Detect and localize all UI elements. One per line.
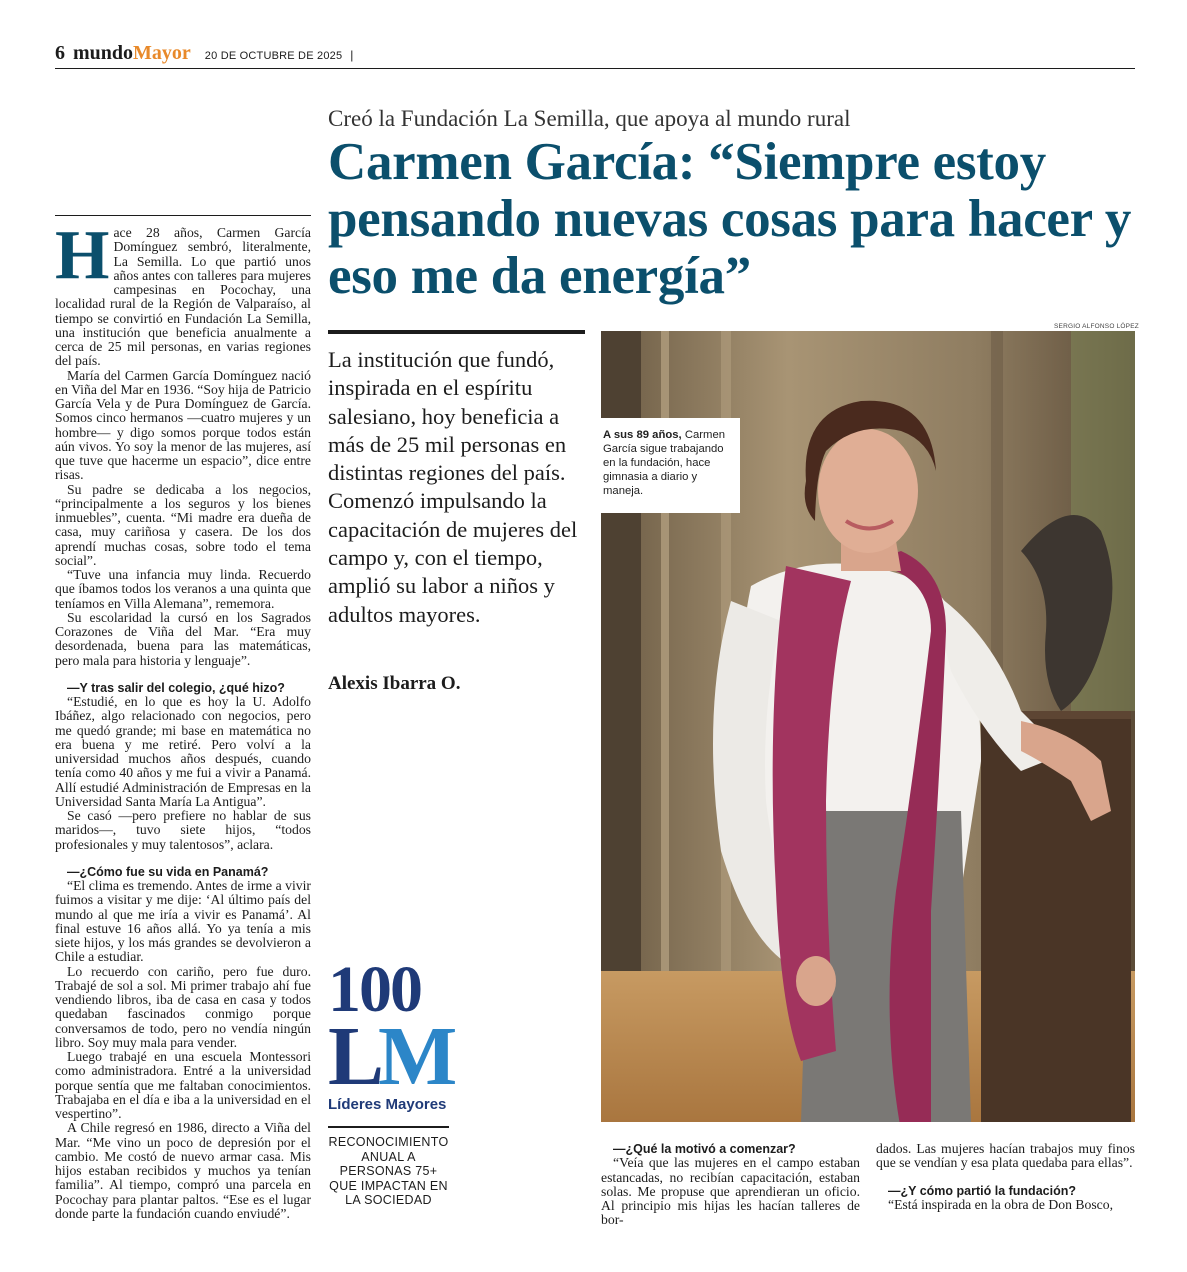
body-left-column — [55, 217, 311, 1221]
paragraph: “Veía que las mujeres en el campo estaban estancadas, no recibían capacitación, estaban solas. Me propuse que aprendieran un oficio. Al principio mis hijas les hacían talleres de bor- — [601, 1155, 860, 1228]
interview-question: —Y tras salir del colegio, ¿qué hizo? — [67, 680, 285, 695]
page-number: 6 — [55, 42, 65, 64]
column-rule — [55, 215, 311, 216]
paragraph-text: ace 28 años, Carmen García Domínguez sembró, literalmente, La Semilla. Lo que partió unos años antes con talleres para mujeres campesinas en Pocochay, una localidad rural de la Región de Valparaíso, al tiempo se convirtió en Fundación La Semilla, una institución que beneficia anualmente a cerca de 25 mil personas, en varias regiones del país. — [55, 225, 311, 369]
drop-cap: H — [55, 217, 110, 294]
paragraph: Luego trabajé en una escuela Montessori como administradora. Entré a la universidad porque sentía que me faltaban conocimientos. Trabajaba en el día e iba a la universidad en el vespertino”. — [55, 1049, 311, 1121]
body-bottom-right-column — [876, 1142, 1135, 1212]
issue-date: 20 DE OCTUBRE DE 2025 — [204, 50, 343, 62]
page-header — [55, 42, 353, 64]
interview-question: —¿Qué la motivó a comenzar? — [613, 1142, 796, 1156]
interview-question: —¿Cómo fue su vida en Panamá? — [67, 864, 269, 879]
caption-lead: A sus 89 años, — [603, 429, 682, 441]
paragraph: María del Carmen García Domínguez nació en Viña del Mar en 1936. “Soy hija de Patricio García Vela y de Pura Domínguez de García. Somos cinco hermanos —cuatro mujeres y un hombre— y digo somos porque todos están aún vivos. Yo soy la menor de las mujeres, así que tuve que hacerme un espacio”, dice entre risas. — [55, 367, 311, 483]
logo-letter-l: L — [328, 1010, 379, 1103]
body-bottom-middle-column — [601, 1142, 860, 1228]
section-brand-accent: Mayor — [133, 42, 191, 64]
header-separator: | — [350, 48, 354, 62]
logo-number: 100 — [328, 953, 421, 1026]
logo-lm — [328, 1010, 452, 1103]
headline: Carmen García: “Siempre estoy pensando nuevas cosas para hacer y eso me da energía” — [328, 133, 1132, 305]
caption-text: Carmen García sigue trabajando en la fundación, hace gimnasia a diario y maneja. — [603, 429, 726, 497]
header-rule — [55, 68, 1135, 69]
paragraph: dados. Las mujeres hacían trabajos muy finos que se vendían y esa plata quedaba para ellas”. — [876, 1141, 1135, 1171]
paragraph: Su padre se dedicaba a los negocios, “principalmente a los seguros y los bienes inmuebles”, cuenta. “Mi madre era dueña de casa, muy cariñosa y casera. De los dos aprendí muchas cosas, sobre todo el tema social”. — [55, 481, 311, 568]
lideres-mayores-logo — [328, 953, 452, 1113]
deck-rule — [328, 330, 585, 334]
paragraph: Su escolaridad la cursó en los Sagrados Corazones de Viña del Mar. “Era muy desordenada, buena para las matemáticas, pero mala para historia y lenguaje”. — [55, 609, 311, 668]
paragraph: “Tuve una infancia muy linda. Recuerdo que íbamos todos los veranos a una quinta que teníamos en Villa Alemana”, rememora. — [55, 567, 311, 611]
logo-subtitle: Líderes Mayores — [328, 1096, 447, 1113]
paragraph: Lo recuerdo con cariño, pero fue duro. Trabajé de sol a sol. Mi primer trabajo ahí fue vendiendo libros, iba de casa en casa y todos quedaban fascinados conmigo porque conversamos de todo, pero no vendía ningún libro. Soy muy mala para vender. — [55, 963, 311, 1050]
interview-question: —¿Y cómo partió la fundación? — [888, 1183, 1076, 1198]
section-brand: mundo — [73, 42, 134, 64]
logo-tagline: RECONOCIMIENTO ANUAL A PERSONAS 75+ QUE IMPACTAN EN LA SOCIEDAD — [328, 1135, 449, 1207]
author-byline: Alexis Ibarra O. — [328, 673, 461, 694]
paragraph: Se casó —pero prefiere no hablar de sus maridos—, tuvo siete hijos, “todos profesionales y muy talentosos”, aclara. — [55, 808, 311, 852]
paragraph: “El clima es tremendo. Antes de irme a vivir fuimos a visitar y me dije: ‘Al último país del mundo al que me iría a vivir es Panamá’. Al final estuve 16 años allá. Yo ya tenía a mis siete hijos, y los más grandes se devolvieron a Chile a estudiar. — [55, 878, 311, 965]
paragraph — [55, 217, 311, 369]
paragraph: “Está inspirada en la obra de Don Bosco, — [888, 1196, 1114, 1212]
paragraph: A Chile regresó en 1986, directo a Viña del Mar. “Me vino un poco de depresión por el cambio. Me costó de nuevo armar casa. Mis hijos estaban recibidos y muchos ya tenían familia”. Al tiempo, compró una parcela en Pocochay para plantar paltos. “Ese es el lugar donde parte la fundación cuando enviudé”. — [55, 1120, 311, 1221]
paragraph: “Estudié, en lo que es hoy la U. Adolfo Ibáñez, algo relacionado con negocios, pero me quedó grande; mi base en matemática no era buena y me retiré. Pero volví a la universidad muchos años después, cuando tenía como 40 años y me fui a vivir a Panamá. Allí estudié Administración de Empresas en la Universidad Santa María La Antigua”. — [55, 694, 311, 809]
logo-rule — [328, 1126, 449, 1128]
deck: La institución que fundó, inspirada en el espíritu salesiano, hoy beneficia a más de 25 mil personas en distintas regiones del país. Comenzó impulsando la capacitación de mujeres del campo y, con el tiempo, amplió su labor a niños y adultos mayores. — [328, 347, 578, 627]
photo-credit: SERGIO ALFONSO LÓPEZ — [1054, 323, 1139, 330]
kicker: Creó la Fundación La Semilla, que apoya al mundo rural — [328, 106, 851, 131]
photo-caption — [601, 418, 740, 513]
logo-letter-m: M — [378, 1010, 452, 1103]
